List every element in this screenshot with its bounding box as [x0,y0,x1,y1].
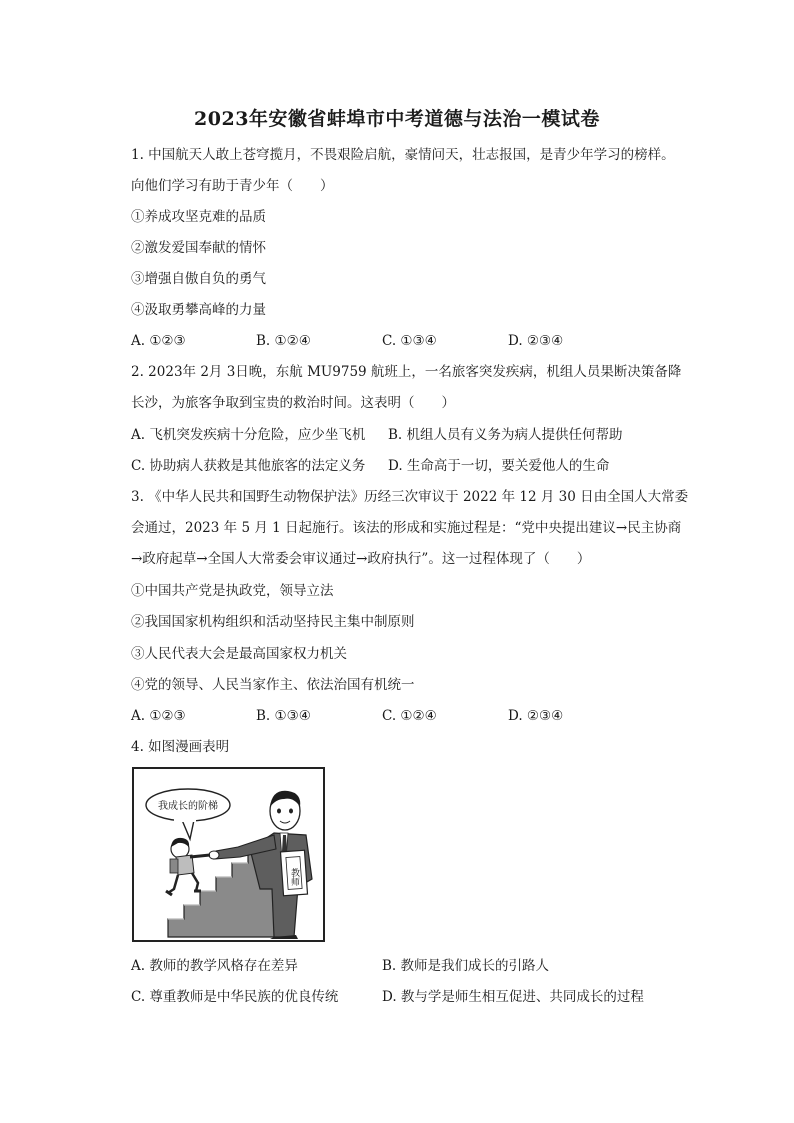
q2-option-a: A. 飞机突发疾病十分危险，应少坐飞机 [131,427,366,443]
q2-option-b: B. 机组人员有义务为病人提供任何帮助 [388,427,623,443]
q2-stem-line-1: 2. 2023年 2月 3日晚，东航 MU9759 航班上，一名旅客突发疾病，机组人员果断决策备降 [131,364,682,380]
q3-item-1: ①中国共产党是执政党，领导立法 [131,583,334,599]
q1-stem-line-2: 向他们学习有助于青少年（ ） [131,178,334,194]
q3-option-d: D. ②③④ [508,708,564,724]
q3-item-2: ②我国国家机构组织和活动坚持民主集中制原则 [131,614,415,630]
q4-stem: 4. 如图漫画表明 [131,739,230,755]
q3-stem-line-2: 会通过，2023 年 5 月 1 日起施行。该法的形成和实施过程是：“党中央提出建议→民主协商 [131,520,682,536]
q3-stem-line-1: 3. 《中华人民共和国野生动物保护法》历经三次审议于 2022 年 12 月 30 日由全国人大常委 [131,489,689,505]
q1-item-3: ③增强自傲自负的勇气 [131,271,266,287]
q2-stem-line-2: 长沙，为旅客争取到宝贵的救治时间。这表明（ ） [131,395,455,411]
q1-option-b: B. ①②④ [256,333,311,349]
q1-option-d: D. ②③④ [508,333,564,349]
q2-option-d: D. 生命高于一切，要关爱他人的生命 [388,458,610,474]
q1-item-2: ②激发爱国奉献的情怀 [131,240,266,256]
q3-item-3: ③人民代表大会是最高国家权力机关 [131,646,347,662]
q2-option-c: C. 协助病人获救是其他旅客的法定义务 [131,458,366,474]
q1-item-1: ①养成攻坚克难的品质 [131,209,266,225]
q1-option-a: A. ①②③ [131,333,186,349]
q3-option-b: B. ①③④ [256,708,311,724]
q4-option-d: D. 教与学是师生相互促进、共同成长的过程 [382,989,644,1005]
q4-option-c: C. 尊重教师是中华民族的优良传统 [131,989,339,1005]
q3-item-4: ④党的领导、人民当家作主、依法治国有机统一 [131,677,415,693]
q1-option-c: C. ①③④ [382,333,437,349]
page-title: 2023年安徽省蚌埠市中考道德与法治一模试卷 [194,108,600,130]
q4-option-a: A. 教师的教学风格存在差异 [131,958,298,974]
comic-caption: 我成长的阶梯 [158,801,218,812]
q1-stem-line-1: 1. 中国航天人敢上苍穹揽月，不畏艰险启航，豪情问天，壮志报国，是青少年学习的榜样。 [131,147,675,163]
q3-option-c: C. ①②④ [382,708,437,724]
q3-stem-line-3: →政府起草→全国人大常委会审议通过→政府执行”。这一过程体现了（ ） [131,551,591,567]
comic-book-label: 教师 [289,868,299,886]
q1-item-4: ④汲取勇攀高峰的力量 [131,302,266,318]
teacher-comic-image [132,767,325,942]
q3-option-a: A. ①②③ [131,708,186,724]
q4-option-b: B. 教师是我们成长的引路人 [382,958,550,974]
